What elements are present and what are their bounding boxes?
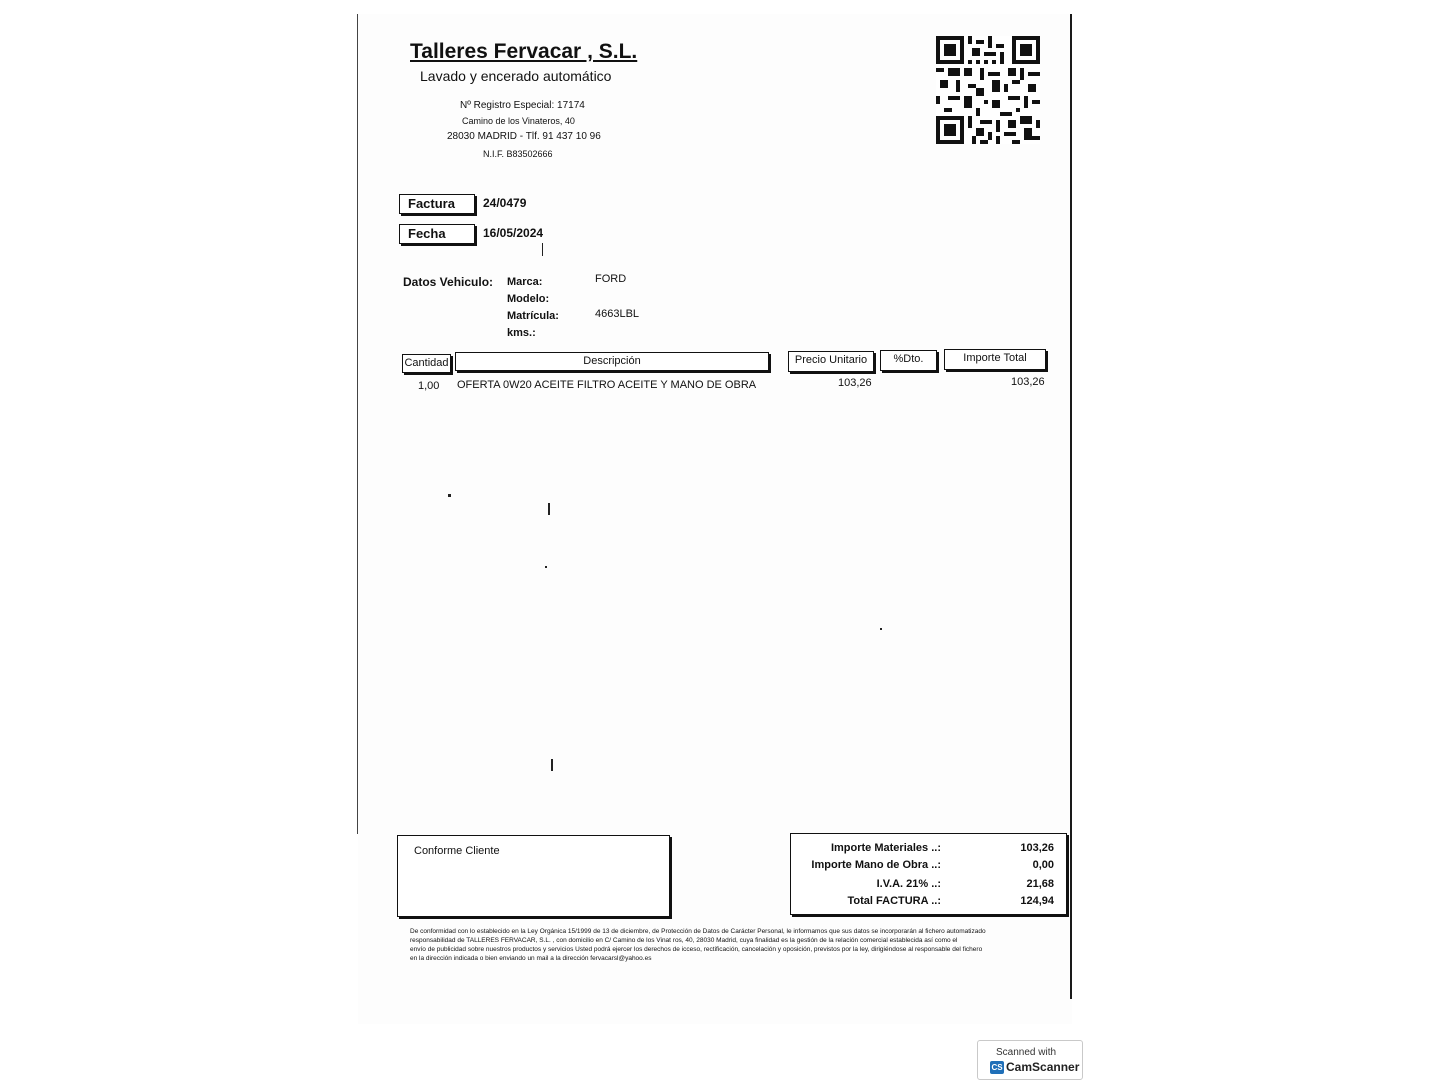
page-edge-left [357,14,358,834]
total-factura-value: 124,94 [1020,895,1054,907]
page-edge-right [1070,14,1072,999]
fecha-value: 16/05/2024 [483,226,544,240]
registro-number: Nº Registro Especial: 17174 [460,100,585,111]
scan-speck [548,503,550,515]
fecha-label: Fecha [408,226,446,241]
company-nif: N.I.F. B83502666 [483,149,553,159]
matricula-value: 4663LBL [595,308,640,320]
conforme-cliente-box [397,835,670,917]
kms-label: kms.: [507,327,536,339]
total-mano-obra-label: Importe Mano de Obra ..: [811,859,941,871]
conforme-cliente-label: Conforme Cliente [414,845,500,857]
total-iva-label: I.V.A. 21% ..: [876,878,941,890]
legal-line-4: en la dirección indicada o bien enviando un mail a la dirección fervacarsl@yahoo.es [410,955,652,962]
header-dto: %Dto. [880,350,937,371]
vehicle-section-label: Datos Vehiculo: [403,275,494,289]
company-tagline: Lavado y encerado automático [420,68,612,84]
marca-value: FORD [595,273,627,285]
legal-line-2: responsabilidad de TALLERES FERVACAR, S.L. , con domicilio en C/ Camino de los Vinat ros, 40, 28030 Madrid, cuya finalidad es la gestión de la relación comercial establecida así como el [410,937,958,944]
row-importe: 103,26 [1011,376,1045,388]
total-mano-obra-value: 0,00 [1032,859,1054,871]
scan-speck [448,494,451,497]
modelo-label: Modelo: [507,293,550,305]
total-materiales-value: 103,26 [1020,842,1054,854]
legal-line-1: De conformidad con lo establecido en la Ley Orgánica 15/1999 de 13 de diciembre, de Protección de Datos de Carácter Personal, le informamos que sus datos se incorporarán al fichero automatizado [410,928,986,935]
totals-box [790,833,1067,915]
fecha-label-box [399,224,475,244]
total-iva-value: 21,68 [1026,878,1054,890]
factura-number: 24/0479 [483,196,527,210]
header-importe-total: Importe Total [944,349,1046,370]
row-cantidad: 1,00 [418,380,440,392]
scan-speck [880,628,882,630]
row-descripcion: OFERTA 0W20 ACEITE FILTRO ACEITE Y MANO DE OBRA [457,379,757,391]
matricula-label: Matrícula: [507,310,559,322]
company-name: Talleres Fervacar , S.L. [410,40,638,63]
scan-speck [545,566,547,568]
factura-label: Factura [408,196,455,211]
scan-speck [542,243,543,256]
company-street: Camino de los Vinateros, 40 [462,116,575,126]
factura-label-box [399,194,475,214]
camscanner-name: CamScanner [1006,1060,1080,1074]
total-materiales-label: Importe Materiales ..: [830,842,941,854]
header-precio-unitario: Precio Unitario [788,351,874,372]
qr-code [936,36,1040,144]
header-descripcion: Descripción [455,352,769,371]
scan-speck [551,759,553,771]
row-precio: 103,26 [838,377,872,389]
total-factura-label: Total FACTURA ..: [847,895,941,907]
header-cantidad: Cantidad [402,354,451,373]
scanned-with-text: Scanned with [996,1047,1057,1058]
company-city-phone: 28030 MADRID - Tlf. 91 437 10 96 [447,131,601,142]
camscanner-badge [977,1040,1083,1080]
camscanner-logo-icon: CS [991,1063,1003,1072]
marca-label: Marca: [507,276,543,288]
legal-line-3: envío de publicidad sobre nuestros productos y servicios Usted podrá ejercer los derechos de icceso, rectificación, cancelación y oposición, previstos por la ley, dirigiéndose al responsable del fichero [410,946,983,953]
